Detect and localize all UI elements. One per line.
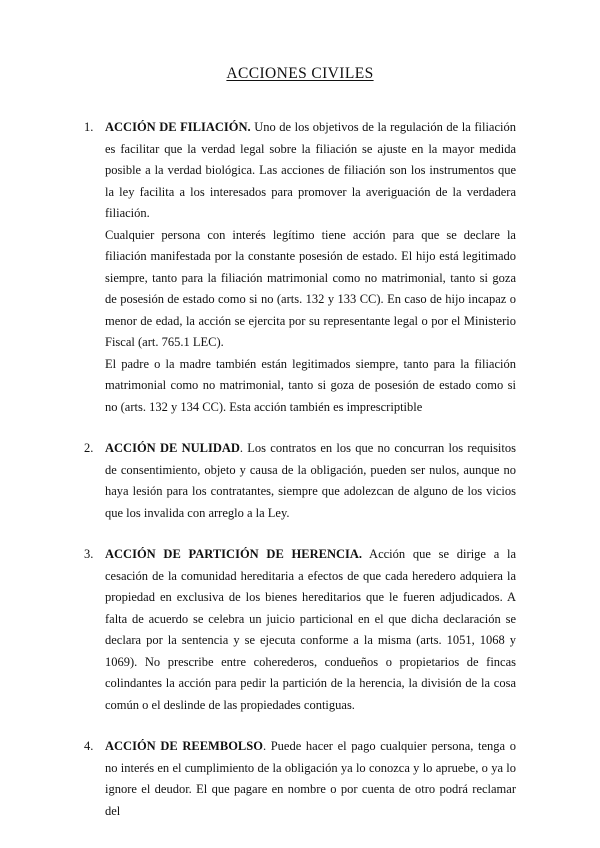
section-paragraph: Cualquier persona con interés legítimo tiene acción para que se declare la filiación manifestada por la constante posesión de estado. El hijo está legitimado siempre, tanto para la filiación matrimonial como no matrimonial, tanto si goza de posesión de estado como si no (arts. 132 y 133 CC). En caso de hijo incapaz o menor de edad, la acción se ejercita por su representante legal o por el Ministerio Fiscal (art. 765.1 LEC). [105, 227, 516, 349]
section-number: 2. [84, 441, 94, 455]
section-heading: ACCIÓN DE PARTICIÓN DE HERENCIA. [105, 547, 363, 561]
section-paragraph: El padre o la madre también están legitimados siempre, tanto para la filiación matrimonial como no matrimonial, tanto si goza de posesión de estado como si no (arts. 132 y 134 CC). Esta acción también es imprescriptible [105, 356, 516, 414]
section-nulidad [84, 438, 516, 524]
section-number: 1. [84, 120, 94, 134]
section-text: . Puede hacer el pago cualquier persona, tenga o no interés en el cumplimiento de la obligación ya lo conozca y lo apruebe, o ya lo ignore el deudor. El que pagare en nombre o por cuenta de otro podrá reclamar del [105, 739, 516, 818]
section-heading: ACCIÓN DE REEMBOLSO [105, 739, 263, 753]
section-paragraph [105, 438, 516, 524]
section-text: Acción que se dirige a la cesación de la comunidad hereditaria a efectos de que cada heredero adquiera la propiedad en exclusiva de los bienes hereditarios que le fueren adjudicados. A falta de acuerdo se celebra un juicio particional en el que dicha declaración se declara por la sentencia y se ejecuta conforme a la misma (arts. 1051, 1068 y 1069). No prescribe entre coherederos, condueños o propietarios de fincas colindantes la acción para pedir la partición de la herencia, la división de la cosa común o el deslinde de las propiedades contiguas. [105, 547, 516, 712]
section-heading: ACCIÓN DE NULIDAD [105, 441, 240, 455]
section-paragraph [105, 736, 516, 822]
section-paragraph [105, 544, 516, 716]
section-filiacion [84, 117, 516, 418]
section-particion-herencia [84, 544, 516, 716]
section-text: Uno de los objetivos de la regulación de la filiación es facilitar que la verdad legal sobre la filiación se ajuste en la mayor medida posible a la verdad biológica. Las acciones de filiación son los instrumentos que la ley facilita a los interesados para promover la averiguación de la verdadera filiación. [105, 120, 516, 220]
section-reembolso [84, 736, 516, 822]
section-paragraph [105, 117, 516, 225]
section-heading: ACCIÓN DE FILIACIÓN. [105, 120, 251, 134]
section-number: 3. [84, 547, 94, 561]
document-title: ACCIONES CIVILES [226, 65, 374, 82]
section-text: . Los contratos en los que no concurran los requisitos de consentimiento, objeto y causa de la obligación, pueden ser nulos, aunque no haya lesión para los contratantes, siempre que adolezcan de alguno de los vicios que los invalida con arreglo a la Ley. [105, 441, 516, 520]
section-number: 4. [84, 739, 94, 753]
